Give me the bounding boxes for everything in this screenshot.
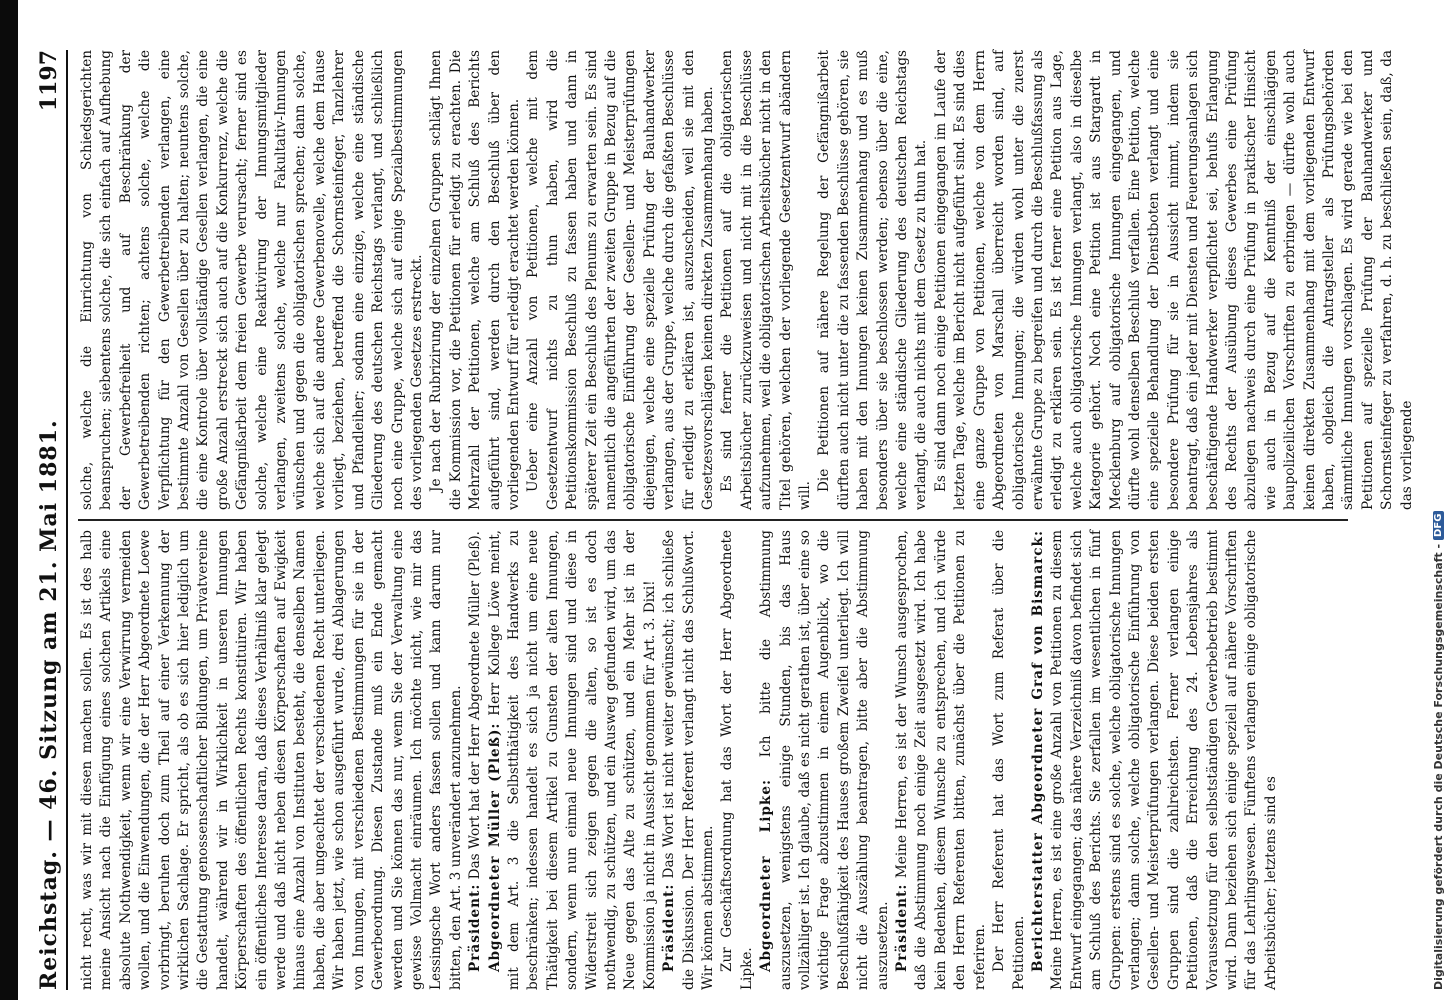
running-title: Reichstag. — 46. Sitzung am 21. Mai 1881. <box>36 419 62 990</box>
paragraph-text: Es sind ferner die Petitionen auf die obligatorischen Arbeitsbücher zurückzuweisen und nicht mit in die Beschlüsse aufzunehmen, weil die obligatorischen Arbeitsbücher nicht in den Titel gehören, welchen der vorliegende Gesetzentwurf abändern will. <box>719 50 814 510</box>
paragraph-text: Das Wort hat der Herr Abgeordnete Müller (Pleß). <box>467 531 484 880</box>
document-page <box>20 40 1415 1000</box>
dfg-logo: DFG <box>1433 511 1444 540</box>
column-separator <box>78 520 1348 522</box>
paragraph-text: Das Wort ist nicht weiter gewünscht; ich schließe die Diskussion. Der Herr Referent verlangt nicht das Schlußwort. Wir können abstimmen. <box>661 530 716 990</box>
paragraph-text: nicht recht, was wir mit diesen machen sollen. Es ist des halb meine Ansicht nach die Einfügung eines solchen Artikels eine absolute Nothwendigkeit, wenn wir eine Verwirrung vermeiden wollen, und die Einwendungen, die der Herr Abgeordnete Loewe vorbringt, beruhen doch zum Theil auf einer Verkennung der wirklichen Sachlage. Er spricht, als ob es sich hier lediglich um die Gestattung genossenschaftlicher Bildungen, um Privatvereine handelt, während wir in Wirklichkeit in unseren Innungen Körperschaften des öffentlichen Rechts konstituiren. Wir haben ein öffentliches Interesse daran, daß dieses Verhältniß klar gelegt werde und daß nicht neben diesen Körperschaften auf Ewigkeit hinaus eine Anzahl von Instituten besteht, die denselben Namen haben, die aber ungeachtet der verschiedenen Recht unterliegen. Wir haben jetzt, wie schon ausgeführt wurde, drei Ablagerungen von Innungen, mit verschiedenen Bestimmungen für sie in der Gewerbeordnung. Diesen Zustande muß ein Ende gemacht werden und Sie können das nur, wenn Sie der Verwaltung eine gewisse Vollmacht einräumen. Ich möchte nicht, wie mir das Lessingsche Wort anders fassen sollen und kann darum nur bitten, den Art. 3 unverändert anzunehmen. <box>79 530 464 990</box>
page-number: 1197 <box>36 50 62 112</box>
page-header <box>28 50 62 990</box>
right-column <box>78 50 1415 510</box>
paragraph <box>932 50 1417 510</box>
speaker-name: Präsident: <box>467 883 484 972</box>
paragraph-text: Es sind dann noch einige Petitionen eingegangen im Laufe der letzten Tage, welche im Bericht nicht aufgeführt sind. Es sind dies eine ganze Gruppe von Petitionen, welche von dem Herrn Abgeordneten von Marschall überreicht worden sind, auf obligatorische Innungen; die würden wohl unter die zuerst erwähnte Gruppe zu begreifen und durch die Beschlußfassung als erledigt zu erklären sein. Es ist ferner eine Petition aus Lage, welche auch obligatorische Innungen verlangt, also in dieselbe Kategorie gehört. Noch eine Petition ist aus Stargardt in Mecklenburg auf obligatorische Innungen eingegangen, und dürfte wohl denselben Beschluß verfallen. Eine Petition, welche eine spezielle Behandlung der Dienstboten verlangt und eine besondere Prüfung für sie in Aussicht nimmt, indem sie beantragt, daß ein jeder mit Diensten und Feuerungsanlagen sich beschäftigende Handwerker verpflichtet sei, behufs Erlangung des Rechts der Ausübung dieses Gewerbes eine Prüfung abzulegen nachweis durch eine Prüfung in praktischer Hinsicht wie auch in Bezug auf die Kenntniß der einschlägigen baupolizeilichen Vorschriften zu erbringen — dürfte wohl auch keinen direkten Zusammenhang mit dem vorliegenden Entwurf haben, obgleich die Antragsteller als Prüfungsbehörden sämmtliche Innungen vorschlagen. Es wird gerade wie bei den Petitionen auf spezielle Prüfung der Bauhandwerker und Schornsteinfeger zu verfahren, d. h. zu beschließen sein, daß, da das vorliegende <box>932 50 1415 510</box>
left-column <box>78 530 1353 990</box>
scan-edge <box>0 0 18 1000</box>
speaker-name: Abgeordneter Müller (Pleß): <box>486 722 503 972</box>
speaker-name: Berichterstatter Abgeordneter Graf von Bismarck: <box>1029 530 1046 972</box>
paragraph-text: Ich bitte die Abstimmung auszusetzen, wenigstens einige Stunden, bis das Haus vollzähliger ist. Ich glaube, daß es nicht gerathen ist, über eine so wichtige Frage abzustimmen in einem Augenblick, wo die Beschlußfähigkeit des Hauses großem Zweifel unterliegt. Ich will nicht die Auszählung beantragen, bitte aber die Abstimmung auszusetzen. <box>758 530 891 990</box>
paragraph <box>990 530 1029 990</box>
paragraph-text: Der Herr Referent hat das Wort zum Referat über die Petitionen. <box>991 530 1027 990</box>
paragraph <box>78 50 427 510</box>
paragraph <box>815 50 931 510</box>
header-rule <box>66 50 68 990</box>
credit-text: Digitalisierung gefördert durch die Deutsche Forschungsgemeinschaft - <box>1431 543 1445 990</box>
paragraph-text: Je nach der Rubrizirung der einzelnen Gruppen schlägt Ihnen die Kommission vor, die Petitionen für erledigt zu erachten. Die Mehrzahl der Petitionen, welche am Schluß des Berichts aufgeführt sind, werden durch den Beschluß über den vorliegenden Entwurf für erledigt erachtet werden können. <box>428 50 522 510</box>
paragraph-text: Ueber eine Anzahl von Petitionen, welche mit dem Gesetzentwurf nichts zu thun haben, wird die Petitionskommission Beschluß zu fassen haben und dann in späterer Zeit ein Beschluß des Plenums zu erwarten sein. Es sind namentlich die angeführten der zweiten Gruppe in Bezug auf die obligatorische Einführung der Gesellen- und Meisterprüfungen diejenigen, welche eine spezielle Prüfung der Bauhandwerker verlangen, aus der Gruppe, welche durch die gefaßten Beschlüsse für erledigt zu erklären ist, auszuscheiden, weil sie mit den Gesetzesvorschlägen keinen direkten Zusammenhang haben. <box>525 50 716 510</box>
paragraph-text: Meine Herren, es ist eine große Anzahl von Petitionen zu diesem Entwurf eingegangen; das nähere Verzeichniß davon befindet sich am Schluß des Berichts. Sie zerfallen im wesentlichen in fünf Gruppen: erstens sind es solche, welche obligatorische Innungen verlangen; dann solche, welche obligatorische Einführung von Gesellen- und Meisterprüfungen verlangen. Diese beiden ersten Gruppen sind die zahlreichsten. Ferner verlangen einige Petitionen, daß die Erreichung des 24. Lebensjahres als Voraussetzung für den selbstständigen Gewerbebetrieb bestimmt wird. Dann beziehen sich einige speziell auf nähere Vorschriften für das Lehrlingswesen. Fünftens verlangen einige obligatorische Arbeitsbücher; letztens sind es <box>1049 530 1279 990</box>
paragraph <box>718 50 815 510</box>
paragraph <box>486 530 661 990</box>
paragraph <box>466 530 485 990</box>
paragraph-text: Herr Kollege Löwe meint, mit dem Art. 3 die Selbstthätigkeit des Handwerks zu beschränken; indessen handelt es sich ja nicht um eine neue Thätigkeit bei diesem Artikel zu Gunsten der alten Innungen, sondern, wenn nun einmal neue Innungen sind und diese in Widerstreit sich zeigen gegen die alten, so ist es doch nothwendig, zu schützen, und ein Ausweg gefunden wird, um das Neue gegen das Alte zu schützen, und ein Mehr ist in der Kommission ja nicht in Aussicht genommen für Art. 3. Dixi! <box>486 530 658 990</box>
speaker-name: Präsident: <box>661 883 678 972</box>
speaker-name: Abgeordneter Lipke: <box>758 779 775 972</box>
paragraph <box>78 530 466 990</box>
digitization-credit <box>1405 10 1445 990</box>
paragraph <box>757 530 893 990</box>
paragraph <box>893 530 990 990</box>
paragraph <box>1029 530 1281 990</box>
paragraph-text: Meine Herren, es ist der Wunsch ausgesprochen, daß die Abstimmung noch einige Zeit ausgesetzt wird. Ich habe kein Bedenken, diesem Wunsche zu entsprechen, und ich würde den Herrn Referenten bitten, zunächst über die Petitionen zu referiren. <box>894 530 988 990</box>
paragraph <box>660 530 718 990</box>
paragraph-text: Zur Geschäftsordnung hat das Wort der Herr Abgeordnete Lipke. <box>719 530 755 990</box>
paragraph <box>524 50 718 510</box>
paragraph <box>718 530 757 990</box>
paragraph <box>427 50 524 510</box>
paragraph-text: solche, welche die Einrichtung von Schiedsgerichten beanspruchen; siebentens solche, die sich einfach auf Aufhebung der Gewerbefreiheit und auf Beschränkung der Gewerbetreibenden richten; achtens solche, welche die Verpflichtung für den Gewerbetreibenden verlangen, eine bestimmte Anzahl von Gesellen über zu halten; neuntens solche, die eine Kontrole über vollständige Gesellen verlangen, die eine große Anzahl erstreckt sich auch auf die Konkurrenz, welche die Gefängnißarbeit dem freien Gewerbe verursacht; ferner sind es solche, welche eine Reaktivirung der Innungsmitglieder verlangen, zweitens solche, welche nur Fakultativ-Innungen wünschen und gegen die obligatorischen sprechen; dann solche, welche sich auf die andere Gewerbenovelle, welche dem Hause vorliegt, beziehen, betreffend die Schornsteinfeger, Tanzlehrer und Pfandleiher; sodann eine einzige, welche eine ständische Gliederung des deutschen Reichstags verlangt, und schließlich noch eine Gruppe, welche sich auf einige Spezialbestimmungen des vorliegenden Gesetzes erstreckt. <box>79 50 425 510</box>
speaker-name: Präsident: <box>894 883 911 972</box>
paragraph-text: Die Petitionen auf nähere Regelung der Gefängnißarbeit dürften auch nicht unter die zu fassenden Beschlüsse gehören, sie haben mit den Innungen keinen Zusammenhang und es muß besonders über sie beschlossen werden; ebenso über die eine, welche eine ständische Gliederung des deutschen Reichstags verlangt, die auch nichts mit dem Gesetz zu thun hat. <box>816 50 930 510</box>
